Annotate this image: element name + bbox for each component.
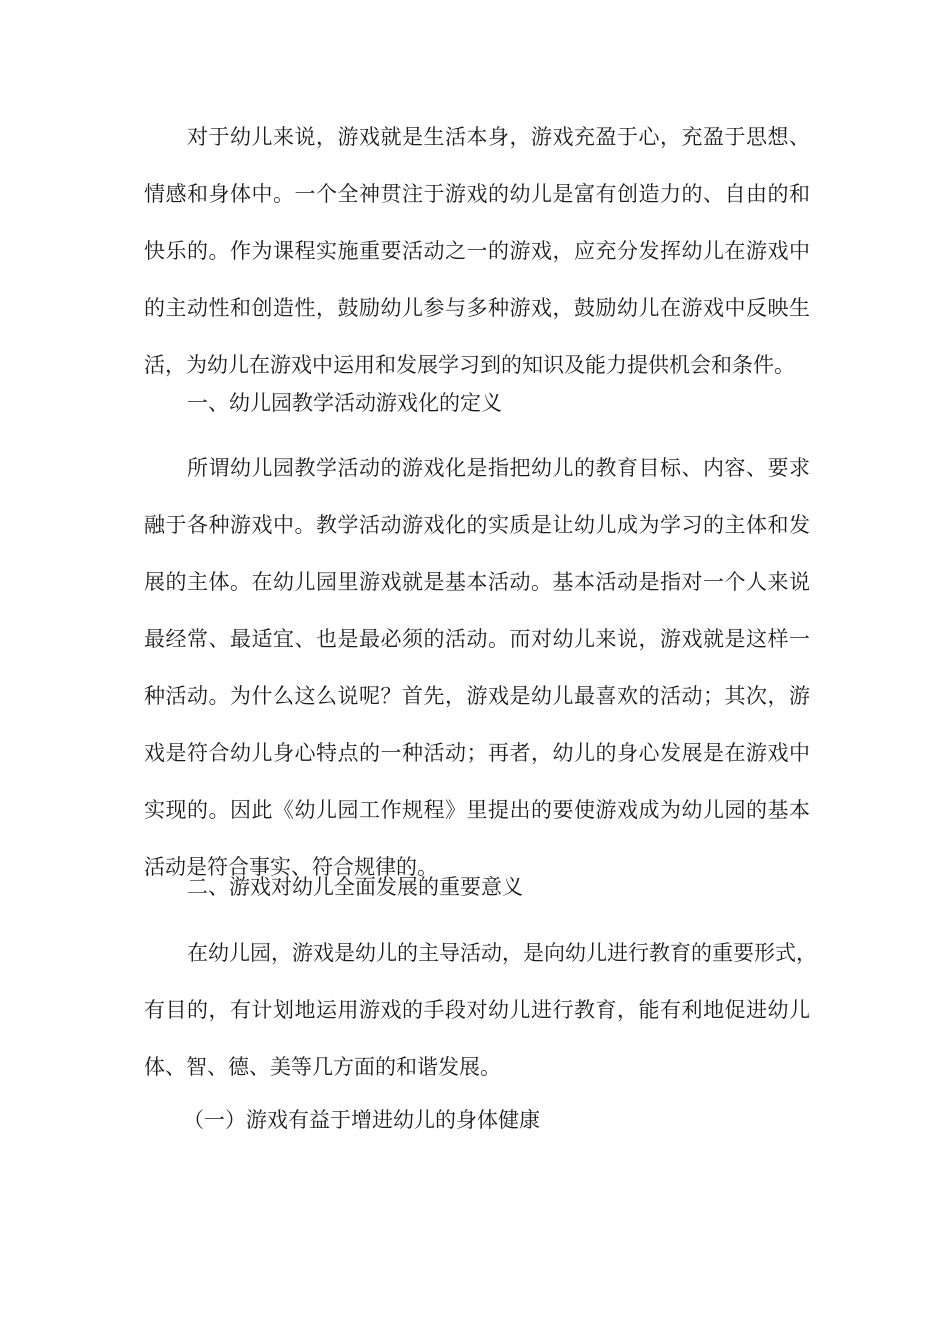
paragraph-line: 最经常、最适宜、也是最必须的活动。而对幼儿来说，游戏就是这样一 bbox=[144, 627, 810, 651]
section2-paragraph bbox=[144, 925, 817, 1096]
section-heading-1: 一、幼儿园教学活动游戏化的定义 bbox=[187, 391, 502, 415]
paragraph-line: 的主动性和创造性，鼓励幼儿参与多种游戏，鼓励幼儿在游戏中反映生 bbox=[144, 296, 810, 320]
subsection-heading-1: （一）游戏有益于增进幼儿的身体健康 bbox=[183, 1108, 540, 1132]
paragraph-line: 在幼儿园，游戏是幼儿的主导活动，是向幼儿进行教育的重要形式， bbox=[187, 941, 817, 965]
paragraph-line: 有目的，有计划地运用游戏的手段对幼儿进行教育，能有利地促进幼儿 bbox=[144, 998, 810, 1022]
section-heading-2: 二、游戏对幼儿全面发展的重要意义 bbox=[187, 875, 523, 899]
paragraph-line: 快乐的。作为课程实施重要活动之一的游戏，应充分发挥幼儿在游戏中 bbox=[144, 239, 810, 263]
paragraph-line: 融于各种游戏中。教学活动游戏化的实质是让幼儿成为学习的主体和发 bbox=[144, 513, 810, 537]
paragraph-line: 活，为幼儿在游戏中运用和发展学习到的知识及能力提供机会和条件。 bbox=[144, 353, 795, 377]
paragraph-line: 所谓幼儿园教学活动的游戏化是指把幼儿的教育目标、内容、要求 bbox=[187, 456, 810, 480]
paragraph-line: 体、智、德、美等几方面的和谐发展。 bbox=[144, 1055, 501, 1079]
paragraph-line: 活动是符合事实、符合规律的。 bbox=[144, 855, 438, 879]
paragraph-line: 对于幼儿来说，游戏就是生活本身，游戏充盈于心，充盈于思想、 bbox=[187, 125, 810, 149]
paragraph-line: 展的主体。在幼儿园里游戏就是基本活动。基本活动是指对一个人来说 bbox=[144, 570, 810, 594]
section1-paragraph bbox=[144, 440, 810, 896]
paragraph-line: 实现的。因此《幼儿园工作规程》里提出的要使游戏成为幼儿园的基本 bbox=[144, 798, 810, 822]
paragraph-line: 戏是符合幼儿身心特点的一种活动；再者，幼儿的身心发展是在游戏中 bbox=[144, 741, 810, 765]
intro-paragraph bbox=[144, 109, 810, 394]
paragraph-line: 情感和身体中。一个全神贯注于游戏的幼儿是富有创造力的、自由的和 bbox=[144, 182, 810, 206]
paragraph-line: 种活动。为什么这么说呢？首先，游戏是幼儿最喜欢的活动；其次，游 bbox=[144, 684, 810, 708]
